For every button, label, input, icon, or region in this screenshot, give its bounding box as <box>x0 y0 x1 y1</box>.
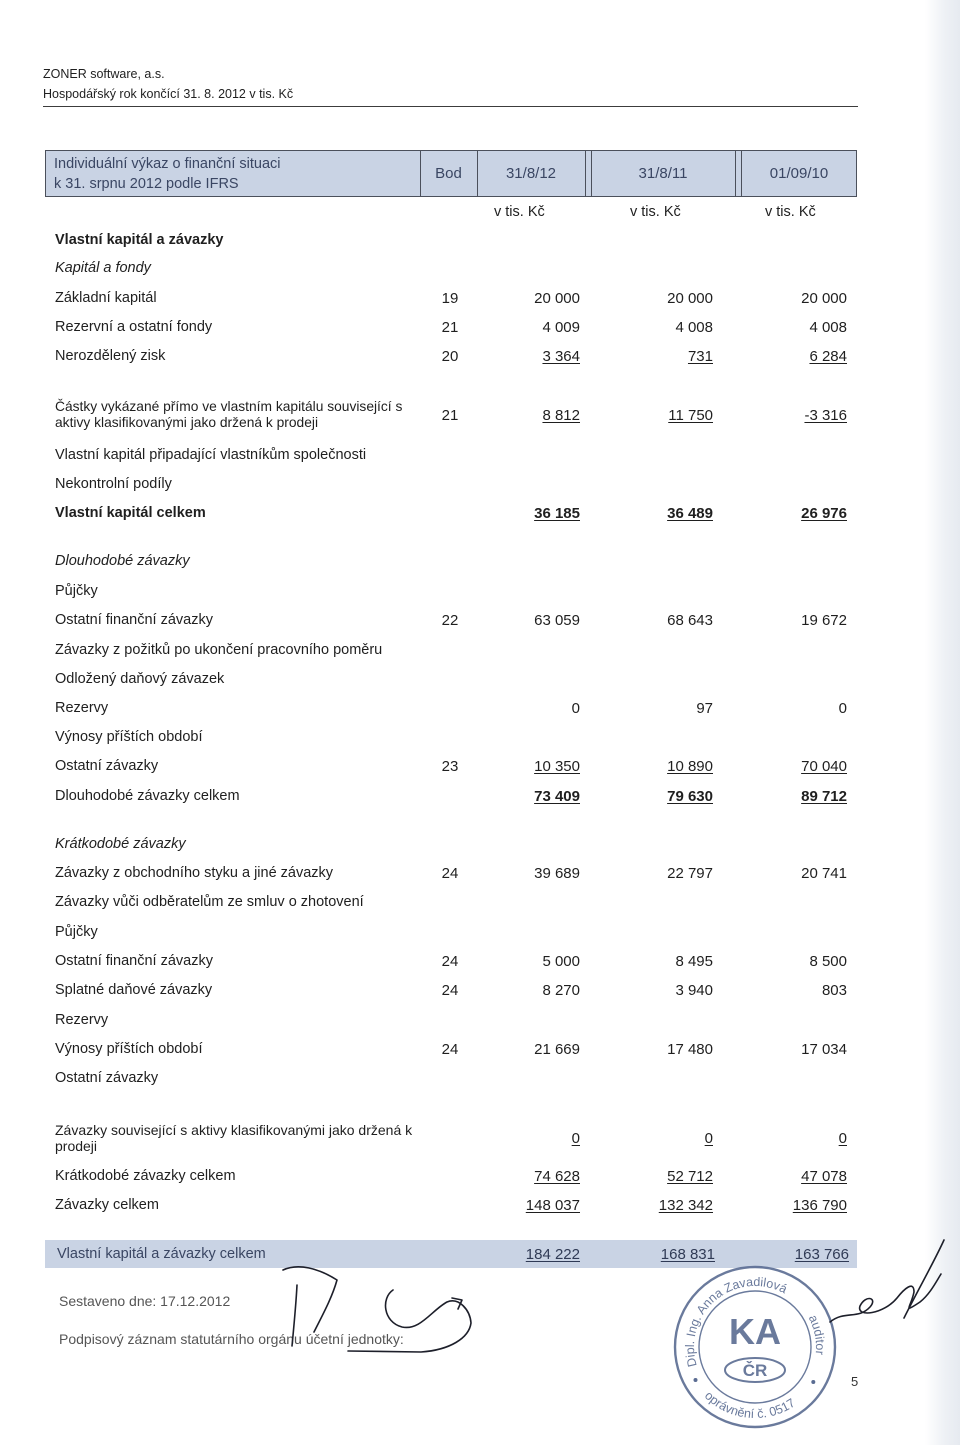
total-row <box>0 786 960 806</box>
value-31-8-11: 97 <box>696 699 713 717</box>
value-31-8-11: 0 <box>704 1129 713 1147</box>
value-31-8-12: 63 059 <box>534 611 580 629</box>
statement-row <box>0 951 960 971</box>
grand-total-label: Vlastní kapitál a závazky celkem <box>57 1246 266 1262</box>
unit-label: v tis. Kč <box>494 204 545 220</box>
row-label: Rezervní a ostatní fondy <box>55 319 213 335</box>
value-31-8-11: 36 489 <box>667 504 713 522</box>
statement-row <box>0 581 960 601</box>
row-label: Krátkodobé závazky <box>55 836 186 852</box>
statement-row <box>0 669 960 689</box>
grand-total-value-01-09-10: 163 766 <box>794 1245 849 1263</box>
value-31-8-11: 20 000 <box>667 289 713 307</box>
value-01-09-10: 17 034 <box>801 1040 847 1058</box>
signatures <box>0 1230 960 1380</box>
value-31-8-12: 8 270 <box>542 981 580 999</box>
value-31-8-11: 79 630 <box>667 787 713 805</box>
statement-title-line: Individuální výkaz o finanční situaci <box>54 155 281 172</box>
value-01-09-10: 0 <box>838 1129 847 1147</box>
company-name: ZONER software, a.s. <box>43 67 165 81</box>
statement-row <box>0 980 960 1000</box>
value-31-8-11: 68 643 <box>667 611 713 629</box>
row-label: Závazky vůči odběratelům ze smluv o zhotovení <box>55 894 364 910</box>
value-31-8-11: 8 495 <box>675 952 713 970</box>
note-reference: 24 <box>441 1040 459 1058</box>
value-31-8-11: 11 750 <box>668 406 713 424</box>
value-01-09-10: 89 712 <box>801 787 847 805</box>
statement-row <box>0 863 960 883</box>
value-31-8-12: 74 628 <box>534 1167 580 1185</box>
note-reference: 19 <box>441 289 459 307</box>
stamp-logo-text: KA <box>729 1311 781 1352</box>
statement-row <box>0 288 960 308</box>
value-01-09-10: 0 <box>838 699 847 717</box>
column-header-01-09-10: 01/09/10 <box>769 165 829 182</box>
unit-label: v tis. Kč <box>630 204 681 220</box>
statement-row <box>0 1120 960 1156</box>
row-label: Vlastní kapitál celkem <box>55 505 206 521</box>
value-31-8-12: 0 <box>571 1129 580 1147</box>
note-reference: 20 <box>441 347 459 365</box>
row-label: Dlouhodobé závazky <box>55 553 190 569</box>
group-heading <box>0 834 960 854</box>
row-label: Výnosy příštích období <box>55 1041 203 1057</box>
value-01-09-10: -3 316 <box>804 406 847 424</box>
row-label: Ostatní závazky <box>55 1070 159 1086</box>
row-label: Splatné daňové závazky <box>55 982 213 998</box>
row-label: Ostatní finanční závazky <box>55 953 213 969</box>
row-label: Částky vykázané přímo ve vlastním kapitálu související s aktivy klasifikovanými jako držená k prodeji <box>55 399 403 430</box>
row-label: Závazky související s aktivy klasifikovanými jako držená k prodeji <box>55 1122 413 1154</box>
column-header-31-8-11: 31/8/11 <box>638 165 688 182</box>
value-31-8-12: 8 812 <box>542 406 580 424</box>
value-31-8-11: 4 008 <box>675 318 713 336</box>
value-31-8-11: 52 712 <box>667 1167 713 1185</box>
value-31-8-11: 17 480 <box>667 1040 713 1058</box>
value-31-8-12: 3 364 <box>542 347 580 365</box>
row-label: Nekontrolní podíly <box>55 476 172 492</box>
note-reference: 23 <box>441 757 459 775</box>
stamp-separator-dot <box>811 1380 815 1384</box>
value-01-09-10: 26 976 <box>801 504 847 522</box>
statement-row <box>0 698 960 718</box>
value-01-09-10: 20 000 <box>801 289 847 307</box>
signature-label: Podpisový záznam statutárního orgánu účetní jednotky: <box>59 1331 404 1347</box>
value-01-09-10: 70 040 <box>801 757 847 775</box>
total-row <box>0 1166 960 1186</box>
value-31-8-12: 21 669 <box>534 1040 580 1058</box>
value-31-8-12: 20 000 <box>534 289 580 307</box>
value-31-8-12: 10 350 <box>534 757 580 775</box>
page-number: 5 <box>851 1374 859 1389</box>
value-01-09-10: 19 672 <box>801 611 847 629</box>
statement-row <box>0 610 960 630</box>
row-label: Ostatní závazky <box>55 758 159 774</box>
group-heading <box>0 551 960 571</box>
grand-total-value-31-8-12: 184 222 <box>525 1245 580 1263</box>
value-01-09-10: 6 284 <box>809 347 847 365</box>
row-label: Závazky z obchodního styku a jiné závazky <box>55 865 334 881</box>
fiscal-period: Hospodářský rok končící 31. 8. 2012 v tis. Kč <box>43 87 294 101</box>
stamp-license-text: oprávnění č. 0517 <box>701 1388 798 1422</box>
note-reference: 24 <box>441 864 459 882</box>
value-01-09-10: 4 008 <box>809 318 847 336</box>
statement-row <box>0 1068 960 1088</box>
statement-row <box>0 445 960 465</box>
value-01-09-10: 20 741 <box>801 864 847 882</box>
note-reference: 21 <box>441 318 459 336</box>
value-31-8-11: 3 940 <box>675 981 713 999</box>
row-label: Vlastní kapitál připadající vlastníkům společnosti <box>55 447 367 463</box>
section-heading <box>0 230 960 250</box>
value-01-09-10: 47 078 <box>801 1167 847 1185</box>
row-label: Kapitál a fondy <box>55 260 151 276</box>
statement-row <box>0 346 960 366</box>
value-31-8-11: 22 797 <box>667 864 713 882</box>
row-label: Ostatní finanční závazky <box>55 612 213 628</box>
value-31-8-12: 148 037 <box>525 1196 580 1214</box>
statement-row <box>0 1039 960 1059</box>
column-header-31-8-12: 31/8/12 <box>505 165 557 182</box>
statement-row <box>0 727 960 747</box>
value-31-8-12: 5 000 <box>542 952 580 970</box>
statement-row <box>0 1010 960 1030</box>
stamp-logo-subtext: ČR <box>742 1361 768 1380</box>
statement-title-line: k 31. srpnu 2012 podle IFRS <box>54 175 239 192</box>
statement-row <box>0 640 960 660</box>
row-label: Vlastní kapitál a závazky <box>55 232 224 248</box>
statement-row <box>0 389 960 441</box>
row-label: Půjčky <box>55 924 98 940</box>
note-reference: 24 <box>441 952 459 970</box>
total-row <box>0 1195 960 1215</box>
unit-label: v tis. Kč <box>765 204 816 220</box>
statement-row <box>0 474 960 494</box>
row-label: Rezervy <box>55 1012 109 1028</box>
row-label: Základní kapitál <box>55 290 157 306</box>
value-31-8-12: 36 185 <box>534 504 580 522</box>
compiled-date: Sestaveno dne: 17.12.2012 <box>59 1293 231 1309</box>
auditor-signature <box>830 1240 944 1322</box>
note-reference: 24 <box>441 981 459 999</box>
row-label: Rezervy <box>55 700 109 716</box>
column-header-note: Bod <box>435 165 462 182</box>
value-31-8-12: 39 689 <box>534 864 580 882</box>
statement-row <box>0 922 960 942</box>
grand-total-value-31-8-11: 168 831 <box>660 1245 715 1263</box>
value-01-09-10: 8 500 <box>809 952 847 970</box>
row-label: Krátkodobé závazky celkem <box>55 1168 236 1184</box>
row-label: Závazky celkem <box>55 1197 159 1213</box>
row-label: Půjčky <box>55 583 98 599</box>
group-heading <box>0 258 960 278</box>
value-31-8-11: 10 890 <box>667 757 713 775</box>
value-31-8-12: 73 409 <box>534 787 580 805</box>
statement-row <box>0 317 960 337</box>
value-01-09-10: 136 790 <box>792 1196 847 1214</box>
row-label: Závazky z požitků po ukončení pracovního poměru <box>55 642 383 658</box>
total-row <box>0 503 960 523</box>
stamp-role-text: auditor <box>805 1312 828 1356</box>
row-label: Dlouhodobé závazky celkem <box>55 788 240 804</box>
value-31-8-12: 0 <box>571 699 580 717</box>
statement-row <box>0 756 960 776</box>
value-31-8-11: 731 <box>687 347 713 365</box>
stamp-name-text: Dipl. Ing. Anna Zavadilová <box>682 1274 790 1369</box>
statutory-signature <box>283 1267 471 1352</box>
row-label: Odložený daňový závazek <box>55 671 225 687</box>
row-label: Výnosy příštích období <box>55 729 203 745</box>
note-reference: 22 <box>441 611 459 629</box>
value-01-09-10: 803 <box>821 981 847 999</box>
note-reference: 21 <box>441 406 459 424</box>
statement-row <box>0 892 960 912</box>
value-31-8-12: 4 009 <box>542 318 580 336</box>
row-label: Nerozdělený zisk <box>55 348 166 364</box>
value-31-8-11: 132 342 <box>658 1196 713 1214</box>
